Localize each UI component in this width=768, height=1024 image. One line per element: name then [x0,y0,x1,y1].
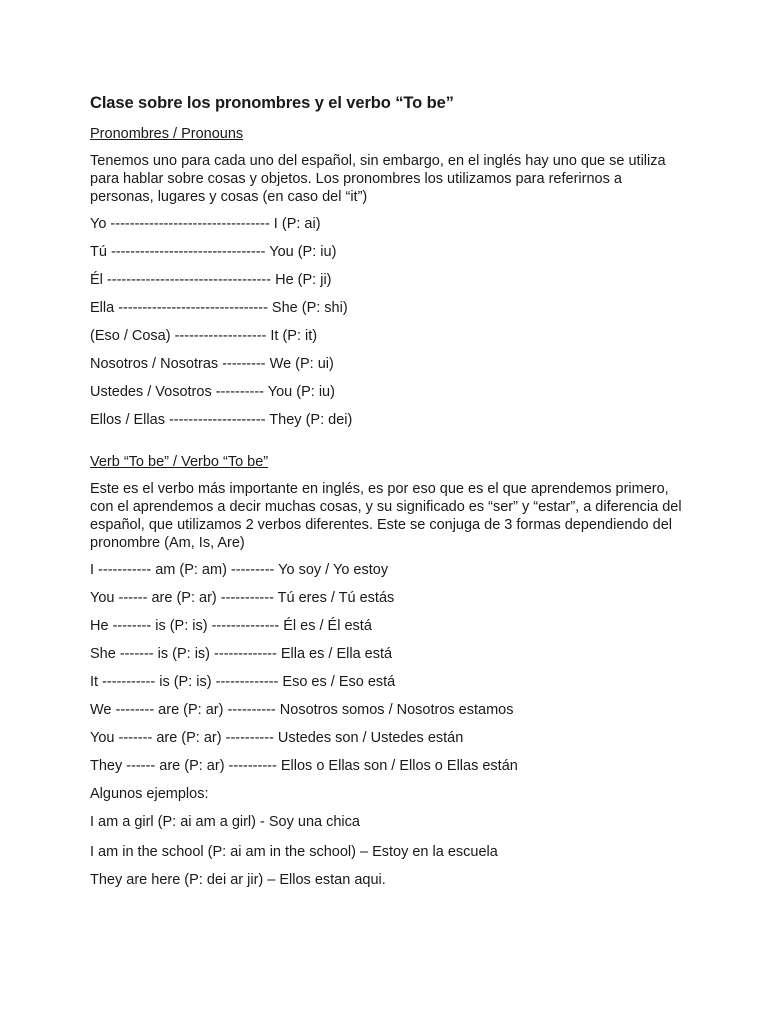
conjugation-line: You ------ are (P: ar) ----------- Tú eres / Tú estás [90,590,395,606]
conjugation-line: He -------- is (P: is) -------------- Él es / Él está [90,618,372,634]
spacer [90,144,690,152]
spacer [90,720,690,728]
spacer [90,664,690,672]
example-line: They are here (P: dei ar jir) – Ellos estan aqui. [90,872,386,888]
conjugation-line: You ------- are (P: ar) ---------- Ustedes son / Ustedes están [90,730,464,746]
spacer [90,748,690,756]
section-heading-pronouns: Pronombres / Pronouns [90,126,244,142]
conjugation-list [90,552,690,776]
spacer [90,114,690,124]
spacer [90,862,690,870]
document-title: Clase sobre los pronombres y el verbo “To be” [90,94,454,112]
pronoun-line: Ustedes / Vosotros ---------- You (P: iu) [90,384,335,400]
pronoun-line: Ella ------------------------------- She (P: shi) [90,300,348,316]
spacer [90,346,690,354]
spacer [90,430,690,452]
spacer [90,804,690,812]
conjugation-line: They ------ are (P: ar) ---------- Ellos o Ellas son / Ellos o Ellas están [90,758,518,774]
examples-label: Algunos ejemplos: [90,786,209,802]
spacer [90,402,690,410]
pronoun-list [90,206,690,430]
spacer [90,832,690,842]
document-page [90,92,690,890]
conjugation-line: I ----------- am (P: am) --------- Yo soy / Yo estoy [90,562,389,578]
pronoun-line: Él ---------------------------------- He (P: ji) [90,272,332,288]
to-be-intro-paragraph: Este es el verbo más importante en inglés, es por eso que es el que aprendemos primero, con el aprendemos a decir muchas cosas, y su significado es “ser” y “estar”, a diferencia del español, que utilizamos 2 verbos diferentes. Este se conjuga de 3 formas dependiendo del pronombre (Am, Is, Are) [90,481,682,551]
spacer [90,206,690,214]
spacer [90,234,690,242]
spacer [90,580,690,588]
spacer [90,776,690,784]
pronoun-line: Nosotros / Nosotras --------- We (P: ui) [90,356,334,372]
spacer [90,318,690,326]
examples-list [90,804,690,890]
spacer [90,692,690,700]
conjugation-line: It ----------- is (P: is) ------------- Eso es / Eso está [90,674,396,690]
example-line: I am a girl (P: ai am a girl) - Soy una chica [90,814,360,830]
spacer [90,636,690,644]
example-line: I am in the school (P: ai am in the school) – Estoy en la escuela [90,844,498,860]
spacer [90,552,690,560]
pronoun-line: (Eso / Cosa) ------------------- It (P: it) [90,328,318,344]
pronoun-line: Yo --------------------------------- I (P: ai) [90,216,321,232]
conjugation-line: She ------- is (P: is) ------------- Ella es / Ella está [90,646,393,662]
spacer [90,374,690,382]
spacer [90,608,690,616]
section-heading-to-be: Verb “To be” / Verbo “To be” [90,454,269,470]
conjugation-line: We -------- are (P: ar) ---------- Nosotros somos / Nosotros estamos [90,702,514,718]
spacer [90,472,690,480]
spacer [90,290,690,298]
pronouns-intro-paragraph: Tenemos uno para cada uno del español, sin embargo, en el inglés hay uno que se utiliza para hablar sobre cosas y objetos. Los pronombres los utilizamos para referirnos a personas, lugares y cosas (en caso del “it”) [90,153,666,205]
spacer [90,262,690,270]
pronoun-line: Ellos / Ellas -------------------- They (P: dei) [90,412,353,428]
pronoun-line: Tú -------------------------------- You (P: iu) [90,244,337,260]
